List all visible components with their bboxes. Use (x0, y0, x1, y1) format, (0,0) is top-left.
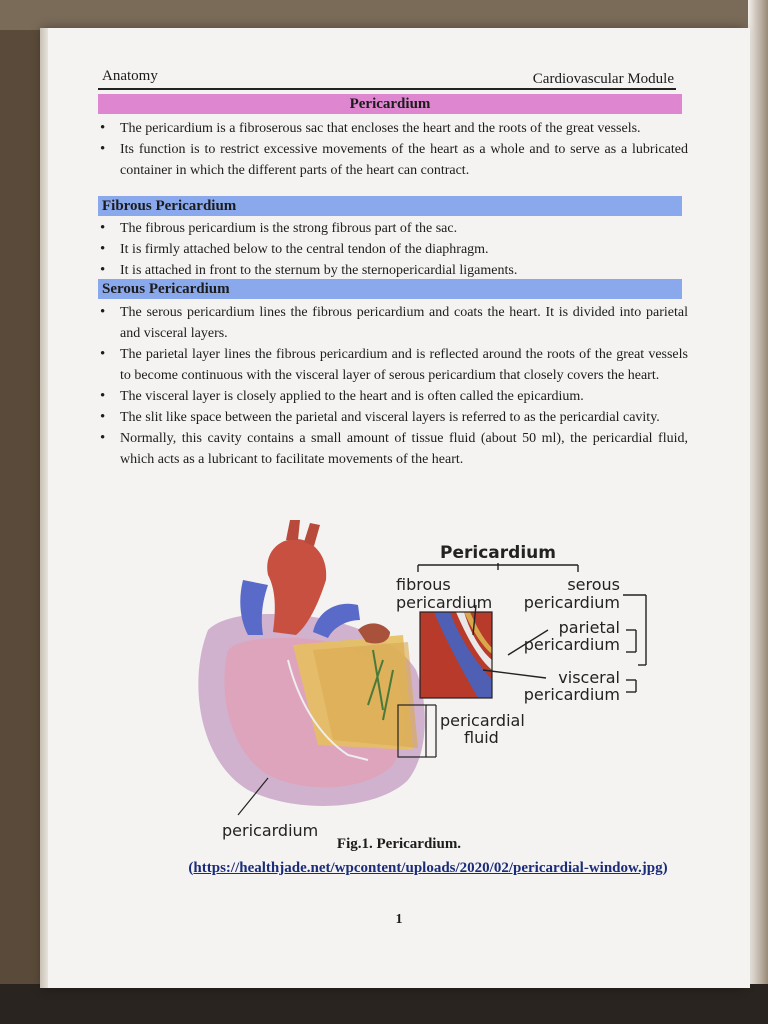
list-item: • The slit like space between the parietal and visceral layers is referred to as the pericardial cavity. (98, 407, 688, 428)
header-rule (98, 88, 676, 90)
label-fluid-2: fluid (464, 728, 499, 747)
label-fibrous-1: fibrous (396, 575, 451, 594)
page-number: 1 (395, 912, 403, 927)
label-parietal-1: parietal (558, 618, 620, 637)
header-right: Cardiovascular Module (532, 71, 674, 87)
fibrous-bullets (98, 218, 688, 281)
label-serous-1: serous (567, 575, 620, 594)
figure-title: Pericardium (440, 543, 556, 563)
header-left: Anatomy (102, 68, 158, 84)
document-page (48, 28, 750, 988)
list-item: • The visceral layer is closely applied to the heart and is often called the epicardium. (98, 386, 688, 407)
section-title-pericardium: Pericardium (98, 94, 682, 114)
label-serous-2: pericardium (523, 593, 620, 612)
url-close-paren: ) (662, 860, 668, 876)
label-parietal-2: pericardium (523, 635, 620, 654)
photo-background-right (748, 0, 768, 1024)
label-pericardium-bottom: pericardium (222, 821, 319, 840)
list-item: • The fibrous pericardium is the strong fibrous part of the sac. (98, 218, 688, 239)
label-fluid-1: pericardial (440, 711, 525, 730)
label-visceral-2: pericardium (523, 685, 620, 704)
figure-source (128, 860, 728, 877)
label-fibrous-2: pericardium (396, 593, 493, 612)
list-item: • It is attached in front to the sternum by the sternopericardial ligaments. (98, 260, 688, 281)
url-open-paren: ( (188, 860, 194, 876)
zoom-inset (420, 612, 492, 698)
pericardium-bullets (98, 118, 688, 181)
photo-background-top (0, 0, 768, 30)
page-edge (40, 28, 48, 988)
label-visceral-1: visceral (558, 668, 620, 687)
photo-background-bottom (0, 984, 768, 1024)
pericardium-figure (168, 520, 638, 840)
section-title-serous: Serous Pericardium (98, 279, 682, 299)
heart-illustration (198, 520, 436, 815)
list-item: • It is firmly attached below to the central tendon of the diaphragm. (98, 239, 688, 260)
section-title-fibrous: Fibrous Pericardium (98, 196, 682, 216)
source-link[interactable]: https://healthjade.net/wpcontent/uploads/2020/02/pericardial-window.jpg (193, 860, 663, 876)
list-item: • The pericardium is a fibroserous sac that encloses the heart and the roots of the great vessels. (98, 118, 688, 139)
serous-bullets (98, 302, 688, 470)
list-item: • Its function is to restrict excessive movements of the heart as a whole and to serve as a lubricated container in which the different parts of the heart can contract. (98, 139, 688, 181)
list-item: • Normally, this cavity contains a small amount of tissue fluid (about 50 ml), the pericardial fluid, which acts as a lubricant to facilitate movements of the heart. (98, 428, 688, 470)
list-item: • The parietal layer lines the fibrous pericardium and is reflected around the roots of the great vessels to become continuous with the visceral layer of serous pericardium that closely covers the heart. (98, 344, 688, 386)
figure-caption: Fig.1. Pericardium. (336, 836, 462, 852)
list-item: • The serous pericardium lines the fibrous pericardium and coats the heart. It is divided into parietal and visceral layers. (98, 302, 688, 344)
